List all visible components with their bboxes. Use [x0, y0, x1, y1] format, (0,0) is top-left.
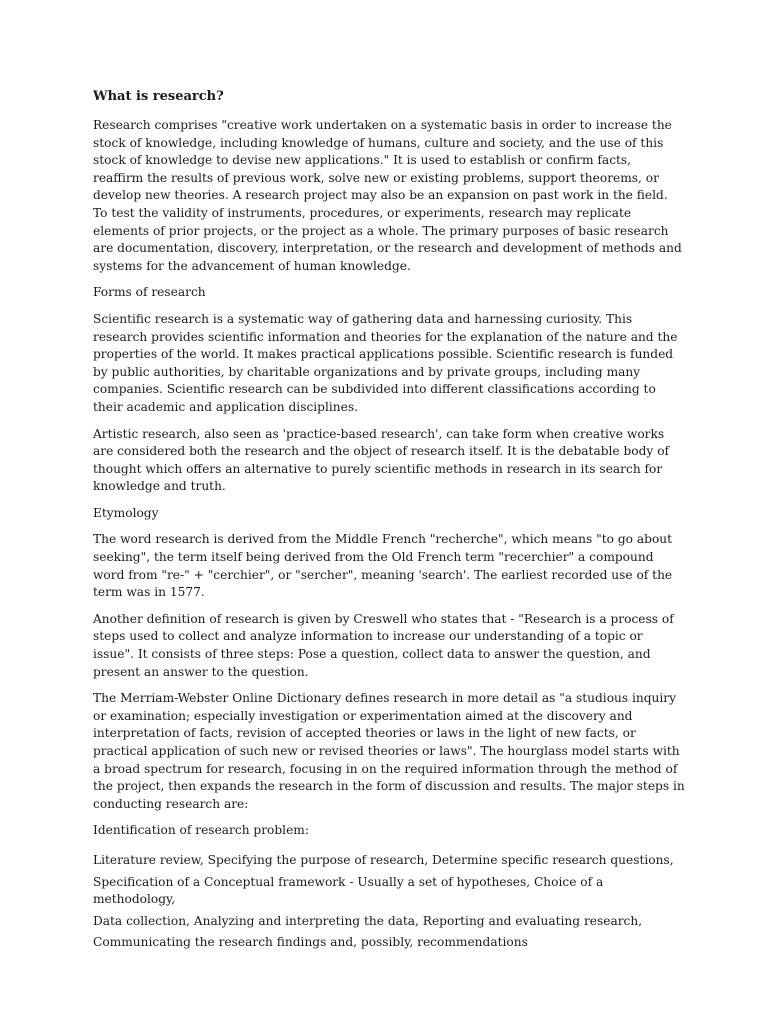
steps-line: Communicating the research findings and, possibly, recommendations [93, 935, 528, 950]
document-title: What is research? [93, 89, 224, 104]
forms-heading: Forms of research [93, 285, 206, 300]
document-page [93, 88, 685, 956]
creswell-definition-paragraph: Another definition of research is given by Creswell who states that - "Research is a process of steps used to collect and analyze information to increase our understanding of a topic or issue". It consists of three steps: Pose a question, collect data to answer the question, and present an answer to the question. [93, 611, 674, 679]
artistic-research-paragraph: Artistic research, also seen as 'practice-based research', can take form when creative works are considered both the research and the object of research itself. It is the debatable body of thought which offers an alternative to purely scientific methods in research in its search for knowledge and truth. [93, 426, 670, 494]
research-steps [93, 852, 685, 952]
steps-line: Data collection, Analyzing and interpreting the data, Reporting and evaluating research, [93, 913, 643, 928]
etymology-heading: Etymology [93, 505, 159, 520]
intro-paragraph: Research comprises "creative work undertaken on a systematic basis in order to increase the stock of knowledge, including knowledge of humans, culture and society, and the use of this stock of knowledge to devise new applications." It is used to establish or confirm facts, reaffirm the results of previous work, solve new or existing problems, support theorems, or develop new theories. A research project may also be an expansion on past work in the field. To test the validity of instruments, procedures, or experiments, research may replicate elements of prior projects, or the project as a whole. The primary purposes of basic research are documentation, discovery, interpretation, or the research and development of methods and systems for the advancement of human knowledge. [93, 118, 682, 273]
merriam-webster-paragraph: The Merriam-Webster Online Dictionary defines research in more detail as "a studious inquiry or examination; especially investigation or experimentation aimed at the discovery and interpretation of facts, revision of accepted theories or laws in the light of new facts, or practical application of such new or revised theories or laws". The hourglass model starts with a broad spectrum for research, focusing in on the required information through the method of the project, then expands the research in the form of discussion and results. The major steps in conducting research are: [93, 691, 685, 811]
steps-line: Specification of a Conceptual framework - Usually a set of hypotheses, Choice of a methodology, [93, 874, 604, 907]
scientific-research-paragraph: Scientific research is a systematic way of gathering data and harnessing curiosity. This research provides scientific information and theories for the explanation of the nature and the properties of the world. It makes practical applications possible. Scientific research is funded by public authorities, by charitable organizations and by private groups, including many companies. Scientific research can be subdivided into different classifications according to their academic and application disciplines. [93, 311, 678, 414]
identification-heading: Identification of research problem: [93, 823, 309, 838]
etymology-paragraph: The word research is derived from the Middle French "recherche", which means "to go about seeking", the term itself being derived from the Old French term "recerchier" a compound word from "re-" + "cerchier", or "sercher", meaning 'search'. The earliest recorded use of the term was in 1577. [93, 532, 673, 600]
steps-line: Literature review, Specifying the purpose of research, Determine specific research questions, [93, 852, 674, 867]
